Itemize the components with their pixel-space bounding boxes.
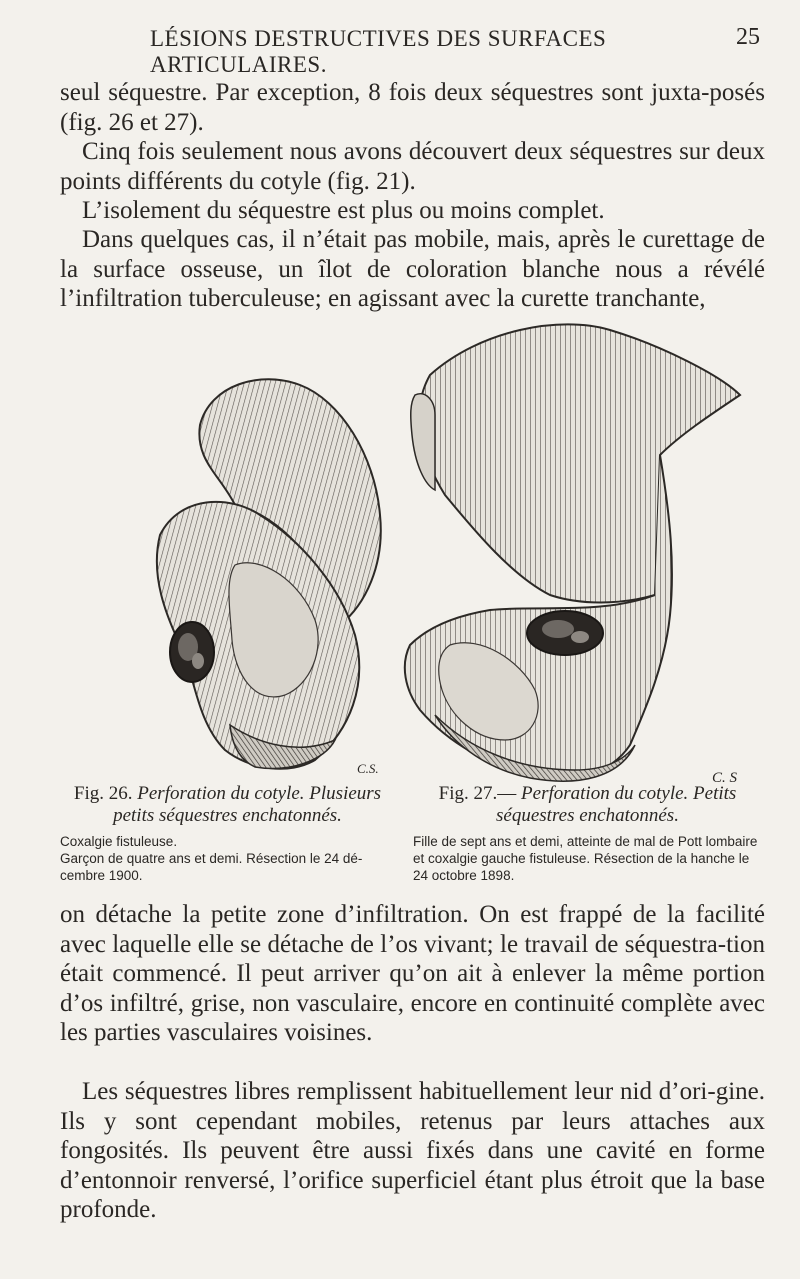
paragraph-2: Cinq fois seulement nous avons découvert deux séquestres sur deux points différents du cotyle (fig. 21). bbox=[60, 138, 765, 195]
figure-27-artist-mark: C. S bbox=[712, 770, 738, 786]
figure-26-detail-line-2: Garçon de quatre ans et demi. Résection le 24 dé-cembre 1900. bbox=[60, 851, 363, 883]
paragraph-6: Les séquestres libres remplissent habituellement leur nid d’ori-gine. Ils y sont cependant mobiles, retenus par leurs attaches aux fongosités. Ils peuvent être aussi fixés dans une cavité en forme d’entonnoir renversé, l’orifice superficiel étant plus étroit que la base profonde. bbox=[60, 1078, 765, 1223]
figure-27-detail-line-1: Fille de sept ans et demi, atteinte de mal de Pott lombaire et coxalgie gauche fistuleuse. Résection de la hanche le 24 octobre 1898. bbox=[413, 834, 758, 883]
paragraph-4: Dans quelques cas, il n’était pas mobile, mais, après le curettage de la surface osseuse, un îlot de coloration blanche nous a révélé l’infiltration tuberculeuse; en agissant avec la curette tranchante, bbox=[60, 226, 765, 312]
running-title: LÉSIONS DESTRUCTIVES DES SURFACES ARTICULAIRES. bbox=[150, 26, 607, 77]
page-number: 25 bbox=[736, 24, 760, 50]
figure-26-caption bbox=[55, 783, 400, 827]
figure-26-label: Fig. 26. bbox=[73, 783, 133, 804]
running-header bbox=[60, 22, 760, 77]
figure-26-detail-line-1: Coxalgie fistuleuse. bbox=[60, 834, 178, 849]
figure-27-title: Perforation du cotyle. Petits séquestres enchatonnés. bbox=[496, 783, 737, 826]
paragraph-1: seul séquestre. Par exception, 8 fois deux séquestres sont juxta-posés (fig. 26 et 27). bbox=[60, 79, 765, 136]
figure-27-caption bbox=[410, 783, 765, 827]
figure-26-title: Perforation du cotyle. Plusieurs petits séquestres enchatonnés. bbox=[113, 783, 382, 826]
paragraph-5: on détache la petite zone d’infiltration. On est frappé de la facilité avec laquelle elle se détache de l’os vivant; le travail de séquestra-tion était commencé. Il peut arriver qu’on ait à enlever la même portion d’os infiltré, grise, non vasculaire, encore en continuité complète avec les parties vasculaires voisines. bbox=[60, 901, 765, 1046]
figure-26-detail bbox=[60, 833, 400, 884]
pelvis-bone-drawing-27 bbox=[390, 315, 750, 790]
paragraph-3: L’isolement du séquestre est plus ou moins complet. bbox=[82, 197, 605, 224]
figure-26-artist-mark: C.S. bbox=[357, 761, 379, 776]
figure-27-detail bbox=[413, 833, 765, 884]
figure-27-label: Fig. 27.— bbox=[438, 783, 517, 804]
pelvis-bone-drawing-26 bbox=[140, 365, 395, 775]
figure-27-illustration bbox=[390, 315, 750, 790]
figure-26-illustration bbox=[140, 365, 395, 775]
